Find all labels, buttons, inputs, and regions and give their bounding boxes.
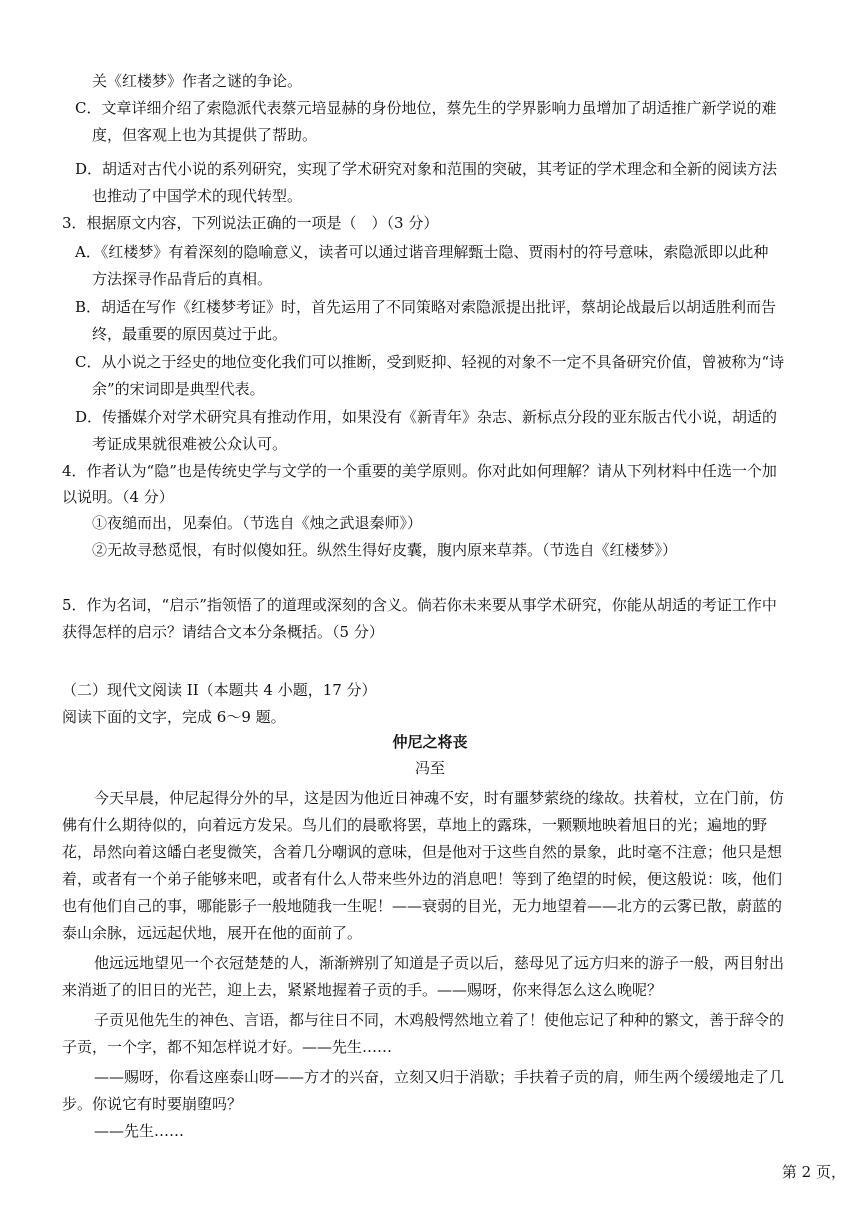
- question-4: 4．作者认为“隐”也是传统史学与文学的一个重要的美学原则。你对此如何理解？请从下列材料中任选一个加: [62, 462, 777, 480]
- passage-line: 今天早晨，仲尼起得分外的早，这是因为他近日神魂不安，时有噩梦萦绕的缘故。扶着杖，立在门前，仿: [94, 789, 785, 807]
- passage-line: ——先生……: [94, 1122, 185, 1140]
- option-d-line: 考证成果就很难被公众认可。: [92, 435, 288, 453]
- option-d-line: D．传播媒介对学术研究具有推动作用，如果没有《新青年》杂志、新标点分段的亚东版古代小说，胡适的: [75, 408, 778, 426]
- page-number: 第 2 页，: [781, 1163, 846, 1181]
- option-d-line: 也推动了中国学术的现代转型。: [92, 187, 303, 205]
- option-a-line: 方法探寻作品背后的真相。: [92, 270, 273, 288]
- passage-title: 仲尼之将丧: [392, 733, 468, 751]
- passage-line: 子贡见他先生的神色、言语，都与往日不同，木鸡般愕然地立着了！使他忘记了种种的繁文，善于辞令的: [94, 1011, 785, 1029]
- passage-line: 来消逝了的旧日的光芒，迎上去，紧紧地握着子贡的手。——赐呀，你来得怎么这么晚呢？: [62, 981, 663, 999]
- passage-line: 步。你说它有时要崩堕吗？: [62, 1095, 243, 1113]
- material-1: ①夜缒而出，见秦伯。（节选自《烛之武退秦师》）: [92, 514, 423, 532]
- passage-line: 泰山余脉，远远起伏地，展开在他的面前了。: [62, 924, 363, 942]
- question-3: 3．根据原文内容，下列说法正确的一项是（ ）（3 分）: [62, 214, 439, 232]
- passage-line: ——赐呀，你看这座泰山呀——方才的兴奋，立刻又归于消歇；手扶着子贡的肩，师生两个缓缓地走了几: [94, 1068, 785, 1086]
- question-5: 获得怎样的启示？请结合文本分条概括。（5 分）: [62, 623, 384, 641]
- option-b-line: B．胡适在写作《红楼梦考证》时，首先运用了不同策略对索隐派提出批评，蔡胡论战最后以胡适胜利而告: [75, 298, 777, 316]
- passage-author: 冯至: [414, 759, 445, 777]
- question-5: 5．作为名词，“启示”指领悟了的道理或深刻的含义。倘若你未来要从事学术研究，你能从胡适的考证工作中: [62, 596, 777, 614]
- material-2: ②无故寻愁觅恨，有时似傻如狂。纵然生得好皮囊，腹内原来草莽。（节选自《红楼梦》）: [92, 541, 678, 559]
- instruction: 阅读下面的文字，完成 6～9 题。: [62, 708, 286, 726]
- passage-line: 也有他们自己的事，哪能影子一般地随我一生呢！——衰弱的目光，无力地望着——北方的云雾已散，蔚蓝的: [62, 897, 783, 915]
- question-4: 以说明。（4 分）: [62, 488, 174, 506]
- option-c-line: 余”的宋词即是典型代表。: [92, 380, 265, 398]
- section-heading: （二）现代文阅读 II（本题共 4 小题，17 分）: [62, 681, 377, 699]
- passage-line: 子贡，一个字，都不知怎样说才好。——先生……: [62, 1038, 393, 1056]
- option-d-line: D．胡适对古代小说的系列研究，实现了学术研究对象和范围的突破，其考证的学术理念和全新的阅读方法: [75, 160, 778, 178]
- option-b-line: 终，最重要的原因莫过于此。: [92, 325, 288, 343]
- text-line: 关《红楼梦》作者之谜的争论。: [92, 72, 303, 90]
- option-c-line: C．从小说之于经史的地位变化我们可以推断，受到贬抑、轻视的对象不一定不具备研究价值，曾被称为“诗: [75, 353, 785, 371]
- option-c-line: C．文章详细介绍了索隐派代表蔡元培显赫的身份地位，蔡先生的学界影响力虽增加了胡适推广新学说的难: [75, 99, 777, 117]
- option-c-line: 度，但客观上也为其提供了帮助。: [92, 126, 318, 144]
- passage-line: 佛有什么期待似的，向着远方发呆。鸟儿们的晨歌将罢，草地上的露珠，一颗颗地映着旭日的光；遍地的野: [62, 816, 768, 834]
- passage-line: 着，或者有一个弟子能够来吧，或者有什么人带来些外边的消息吧！等到了绝望的时候，便这般说：咳，他们: [62, 870, 783, 888]
- option-a-line: A．《红楼梦》有着深刻的隐喻意义，读者可以通过谐音理解甄士隐、贾雨村的符号意味，索隐派即以此种: [75, 243, 769, 261]
- passage-line: 花，昂然向着这皤白老叟微笑，含着几分嘲讽的意味，但是他对于这些自然的景象，此时毫不注意；他只是想: [62, 843, 783, 861]
- passage-line: 他远远地望见一个衣冠楚楚的人，渐渐辨别了知道是子贡以后，慈母见了远方归来的游子一般，两目射出: [94, 954, 785, 972]
